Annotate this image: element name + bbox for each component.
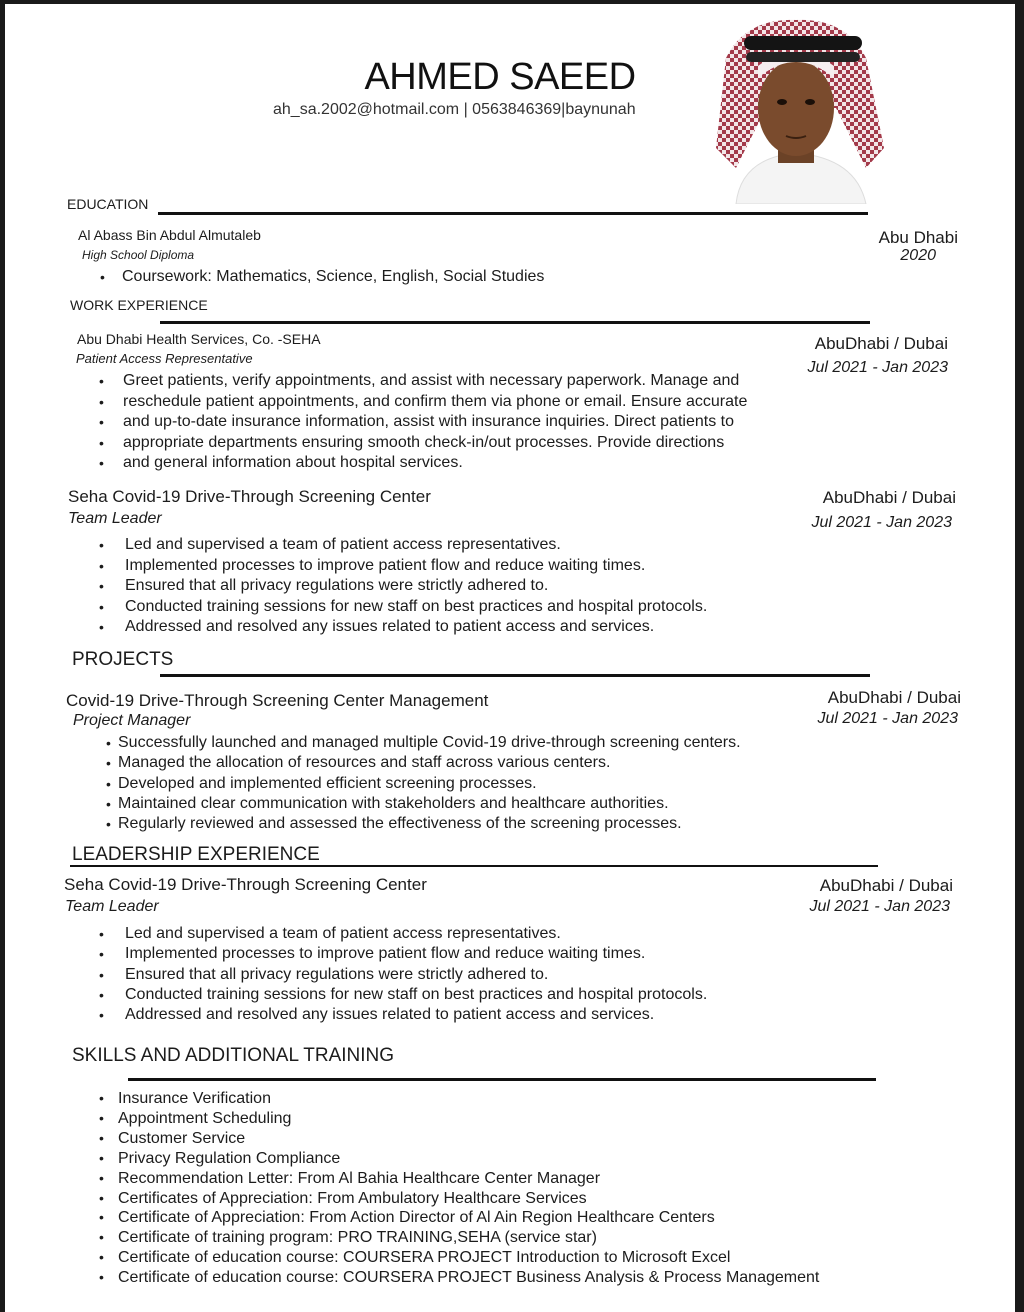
candidate-name: AHMED SAEED [364, 56, 636, 98]
school-name: Al Abass Bin Abdul Almutaleb [78, 227, 261, 243]
job-dates: Jul 2021 - Jan 2023 [807, 359, 948, 376]
list-item-text: reschedule patient appointments, and confirm them via phone or email. Ensure accurate [123, 392, 748, 410]
list-item-text: Developed and implemented efficient screening processes. [118, 774, 537, 792]
bullet-icon: • [99, 619, 104, 635]
list-item [99, 392, 748, 413]
list-item-text: Successfully launched and managed multiple Covid-19 drive-through screening centers. [118, 734, 741, 751]
list-item-text: Appointment Scheduling [118, 1109, 292, 1127]
section-heading-skills: SKILLS AND ADDITIONAL TRAINING [72, 1045, 395, 1066]
list-item-text: Led and supervised a team of patient access representatives. [125, 925, 561, 942]
list-item-text: Managed the allocation of resources and staff across various centers. [118, 754, 611, 772]
bullet-icon: • [99, 1169, 104, 1186]
contact-info: ah_sa.2002@hotmail.com | 0563846369|baynunah [273, 101, 636, 118]
bullet-icon: • [99, 578, 104, 594]
list-item-text: Greet patients, verify appointments, and assist with necessary paperwork. Manage and [123, 372, 740, 389]
bullet-icon: • [99, 926, 104, 942]
bullet-icon: • [99, 557, 104, 574]
bullet-icon: • [99, 1269, 104, 1286]
list-item [99, 1109, 819, 1129]
list-item [106, 753, 741, 773]
list-item [99, 1268, 820, 1288]
list-item-text: and general information about hospital services. [123, 454, 463, 471]
list-item [99, 944, 707, 964]
list-item-text: Conducted training sessions for new staff on best practices and hospital protocols. [125, 985, 708, 1003]
project-role: Project Manager [73, 712, 191, 729]
job-location: AbuDhabi / Dubai [814, 334, 948, 353]
bullet-icon: • [99, 373, 104, 389]
list-item [99, 965, 707, 985]
bullet-icon: • [99, 1249, 104, 1266]
leadership-role: Team Leader [65, 898, 159, 915]
list-item [99, 1149, 819, 1169]
bullet-icon: • [99, 946, 104, 963]
bullet-icon: • [99, 455, 104, 471]
bullet-icon: • [106, 816, 111, 833]
list-item-text: Certificate of Appreciation: From Action Director of Al Ain Region Healthcare Centers [118, 1209, 715, 1227]
list-item-text: Privacy Regulation Compliance [118, 1149, 341, 1167]
bullet-icon: • [99, 414, 104, 430]
section-divider [128, 1078, 876, 1081]
list-item-text: Ensured that all privacy regulations were strictly adhered to. [125, 965, 549, 983]
list-item [106, 774, 741, 794]
job-org: Seha Covid-19 Drive-Through Screening Center [68, 487, 431, 506]
list-item [99, 433, 747, 454]
list-item [99, 1169, 819, 1189]
list-item [99, 453, 747, 474]
education-location: Abu Dhabi [878, 228, 958, 247]
bullet-icon: • [99, 1149, 104, 1166]
bullet-icon: • [99, 434, 104, 451]
list-item [99, 576, 707, 597]
list-item-text: Coursework: Mathematics, Science, English, Social Studies [122, 268, 545, 285]
profile-photo [706, 18, 888, 204]
list-item [99, 556, 707, 577]
bullet-icon: • [106, 775, 111, 792]
bullet-icon: • [99, 966, 104, 983]
list-item-text: Certificate of education course: COURSERA PROJECT Introduction to Microsoft Excel [118, 1249, 731, 1267]
leadership-org: Seha Covid-19 Drive-Through Screening Center [64, 875, 427, 894]
job-dates: Jul 2021 - Jan 2023 [811, 514, 952, 531]
list-item [99, 1005, 707, 1025]
bullet-icon: • [99, 537, 104, 553]
resume-page [5, 4, 1015, 1312]
leadership-location: AbuDhabi / Dubai [819, 876, 953, 895]
job-location: AbuDhabi / Dubai [822, 488, 956, 507]
bullet-icon: • [99, 1189, 104, 1206]
section-divider [160, 674, 870, 677]
section-divider [160, 321, 870, 324]
education-year: 2020 [900, 247, 936, 264]
list-item-text: Addressed and resolved any issues related to patient access and services. [125, 1006, 655, 1024]
list-item [99, 1189, 819, 1209]
bullet-icon: • [99, 1007, 104, 1024]
leadership-dates: Jul 2021 - Jan 2023 [809, 898, 950, 915]
bullet-icon: • [99, 986, 104, 1003]
job-role: Team Leader [68, 510, 162, 527]
list-item-text: Conducted training sessions for new staff on best practices and hospital protocols. [125, 597, 708, 615]
bullet-icon: • [99, 1109, 104, 1126]
bullet-list [106, 733, 741, 834]
degree: High School Diploma [82, 248, 195, 262]
project-dates: Jul 2021 - Jan 2023 [817, 710, 958, 727]
list-item [99, 597, 708, 618]
list-item [106, 733, 741, 753]
list-item [100, 267, 545, 288]
list-item-text: appropriate departments ensuring smooth check-in/out processes. Provide directions [123, 433, 725, 451]
bullet-icon: • [99, 598, 104, 615]
bullet-list [99, 535, 708, 638]
list-item [106, 794, 741, 814]
list-item [99, 1208, 819, 1228]
list-item-text: Customer Service [118, 1129, 246, 1147]
list-item-text: Addressed and resolved any issues related to patient access and services. [125, 618, 655, 635]
bullet-icon: • [99, 1129, 104, 1146]
bullet-list [100, 267, 545, 288]
section-heading-work-experience: WORK EXPERIENCE [70, 297, 208, 313]
bullet-list [99, 371, 748, 474]
list-item [106, 814, 741, 834]
bullet-icon: • [99, 1229, 104, 1246]
section-divider [70, 865, 878, 867]
bullet-icon: • [106, 755, 111, 772]
list-item-text: Implemented processes to improve patient flow and reduce waiting times. [125, 556, 646, 574]
list-item [99, 617, 707, 638]
list-item-text: Implemented processes to improve patient flow and reduce waiting times. [125, 945, 646, 963]
list-item-text: Regularly reviewed and assessed the effectiveness of the screening processes. [118, 815, 682, 833]
list-item [99, 1228, 819, 1248]
section-heading-education: EDUCATION [67, 196, 149, 212]
list-item-text: Certificate of education course: COURSERA PROJECT Business Analysis & Process Management [118, 1269, 820, 1287]
list-item-text: Maintained clear communication with stakeholders and healthcare authorities. [118, 794, 669, 812]
list-item [99, 1089, 819, 1109]
list-item-text: Certificates of Appreciation: From Ambulatory Healthcare Services [118, 1189, 587, 1207]
list-item [99, 1129, 819, 1149]
list-item-text: Led and supervised a team of patient access representatives. [125, 536, 561, 553]
list-item [99, 924, 707, 944]
list-item-text: and up-to-date insurance information, assist with insurance inquiries. Direct patients to [123, 413, 734, 430]
bullet-list [99, 924, 708, 1025]
list-item [99, 1248, 819, 1268]
section-heading-leadership: LEADERSHIP EXPERIENCE [72, 844, 320, 865]
job-org: Abu Dhabi Health Services, Co. -SEHA [77, 331, 321, 347]
list-item-text: Recommendation Letter: From Al Bahia Healthcare Center Manager [118, 1169, 601, 1187]
list-item-text: Ensured that all privacy regulations were strictly adhered to. [125, 577, 549, 594]
bullet-list [99, 1089, 820, 1288]
bullet-icon: • [99, 1209, 104, 1226]
project-location: AbuDhabi / Dubai [827, 688, 961, 707]
bullet-icon: • [99, 393, 104, 410]
bullet-icon: • [106, 795, 111, 812]
bullet-icon: • [100, 269, 105, 285]
bullet-icon: • [106, 735, 111, 751]
list-item [99, 985, 708, 1005]
job-role: Patient Access Representative [76, 351, 253, 366]
section-heading-projects: PROJECTS [72, 649, 174, 670]
bullet-icon: • [99, 1090, 104, 1106]
list-item-text: Insurance Verification [118, 1090, 271, 1107]
section-divider [158, 212, 868, 215]
project-title: Covid-19 Drive-Through Screening Center Management [66, 691, 489, 710]
list-item [99, 535, 707, 556]
list-item-text: Certificate of training program: PRO TRAINING,SEHA (service star) [118, 1229, 597, 1247]
list-item [99, 371, 747, 392]
list-item [99, 412, 747, 433]
